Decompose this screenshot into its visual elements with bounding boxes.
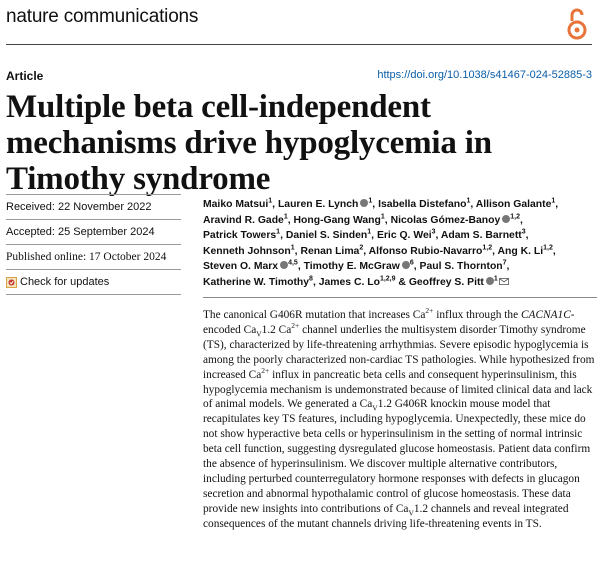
- affiliation-marker: 1,2: [543, 244, 553, 252]
- dates-divider: [6, 294, 181, 295]
- author-name[interactable]: [286, 230, 371, 241]
- orcid-icon[interactable]: [486, 277, 494, 285]
- author-separator: ,: [280, 230, 286, 242]
- article-title: Multiple beta cell-independent mechanisms drive hypoglycemia in Timothy syndrome: [6, 89, 492, 197]
- author-name[interactable]: [203, 199, 272, 210]
- affiliation-marker: 4,5: [288, 259, 298, 267]
- affiliation-marker: 7: [502, 259, 507, 267]
- affiliation-marker: 1: [276, 228, 281, 236]
- accepted-date: Accepted: 25 September 2024: [6, 219, 181, 244]
- author-name-text: Paul S. Thornton: [419, 261, 503, 273]
- affiliation-marker: 1: [493, 275, 498, 283]
- author-name-text: Eric Q. Wei: [376, 230, 432, 242]
- received-date: Received: 22 November 2022: [6, 194, 181, 219]
- author-name-text: Steven O. Marx: [203, 261, 279, 273]
- author-name-text: Patrick Towers: [203, 230, 277, 242]
- affiliation-marker: 3: [521, 228, 526, 236]
- author-separator: ,: [555, 199, 559, 210]
- affiliation-marker: 1: [380, 213, 385, 221]
- author-separator: ,: [371, 230, 377, 242]
- author-name[interactable]: [294, 215, 385, 226]
- affiliation-marker: 1,2,9: [379, 275, 396, 283]
- author-separator: ,: [272, 199, 278, 210]
- abstract: [203, 308, 597, 532]
- abstract-text: 1.2 Ca: [261, 323, 292, 336]
- author-separator: ,: [294, 245, 301, 257]
- affiliation-marker: 1: [466, 197, 471, 205]
- abstract-text: -encoded Ca: [203, 309, 575, 336]
- author-name-text: Daniel S. Sinden: [285, 230, 368, 242]
- affiliation-marker: 2: [359, 244, 364, 252]
- published-date: Published online: 17 October 2024: [6, 244, 181, 269]
- author-name-text: Nicolas Gómez-Banoy: [390, 214, 501, 226]
- author-separator: ,: [492, 245, 498, 257]
- author-separator: ,: [297, 261, 304, 273]
- orcid-icon[interactable]: [280, 261, 288, 269]
- author-name-text: Hong-Gang Wang: [293, 214, 381, 226]
- author-name-text: Alfonso Rubio-Navarro: [368, 245, 483, 257]
- author-separator: ,: [413, 261, 420, 273]
- affiliation-marker: 6: [409, 259, 414, 267]
- affiliation-marker: 1: [283, 213, 288, 221]
- abstract-text: 1.2 channels and reveal integrated consequences of the mutant channels driving life-threatening events in TS.: [203, 502, 569, 530]
- author-name-text: Lauren E. Lynch: [277, 199, 359, 210]
- author-separator: ,: [287, 214, 294, 226]
- author-name-text: James C. Lo: [318, 276, 380, 288]
- author-name[interactable]: [409, 277, 509, 288]
- orcid-icon[interactable]: [402, 261, 410, 269]
- affiliation-marker: 1: [290, 244, 295, 252]
- author-name[interactable]: [278, 199, 372, 210]
- abstract-subscript: V: [372, 403, 378, 413]
- affiliation-marker: 3: [431, 228, 436, 236]
- author-name[interactable]: [420, 261, 507, 272]
- author-name-text: Isabella Distefano: [378, 199, 467, 210]
- abstract-text: channel underlies the multisystem disorder Timothy syndrome (TS), characterized by life-threatening arrhythmias. Severe episodic hypoglycemia is among the poorly characterized non-cardiac TS pathologies. While hypothesized from increased Ca: [203, 323, 595, 381]
- affiliation-marker: 8: [309, 275, 313, 283]
- author-name[interactable]: [441, 230, 526, 241]
- author-name-text: Renan Lima: [300, 245, 360, 257]
- check-for-updates-label: Check for updates: [20, 276, 110, 288]
- check-for-updates-button[interactable]: [6, 269, 181, 294]
- abstract-text: The canonical G406R mutation that increases Ca: [203, 309, 426, 321]
- affiliation-marker: 1,2: [510, 213, 521, 221]
- abstract-subscript: V: [408, 508, 414, 518]
- affiliation-marker: 1: [367, 228, 372, 236]
- abstract-superscript: 2+: [425, 306, 434, 316]
- author-separator: ,: [312, 276, 319, 288]
- author-name[interactable]: [391, 215, 520, 226]
- email-icon[interactable]: [499, 278, 509, 285]
- author-name-text: Geoffrey S. Pitt: [408, 276, 484, 288]
- author-name-text: Adam S. Barnett: [440, 230, 522, 242]
- author-separator: ,: [372, 199, 379, 210]
- journal-name: nature communications: [6, 6, 199, 27]
- publication-dates: [6, 194, 181, 295]
- author-name-text: Katherine W. Timothy: [203, 276, 310, 288]
- author-name-text: Allison Galante: [475, 199, 552, 210]
- author-name-text: Aravind R. Gade: [203, 214, 284, 226]
- header-divider: [6, 44, 592, 45]
- author-name[interactable]: [369, 246, 492, 257]
- author-separator: ,: [525, 230, 529, 242]
- open-access-lock-icon: [566, 6, 588, 42]
- author-separator: ,: [470, 199, 476, 210]
- author-name[interactable]: [498, 246, 553, 257]
- author-name[interactable]: [203, 277, 313, 288]
- author-name[interactable]: [203, 215, 288, 226]
- abstract-section: [203, 297, 597, 532]
- abstract-text: 1.2 G406R knockin mouse model that recapitulates key TS features, including hypoglycemia. Unexpectedly, these mice do not show hyperactive beta cells or hyperinsulinism in the setting of normal intrinsic beta cell function, suggesting dysregulated glucose homeostasis. Patient data confirm the absence of hyperinsulinism. We discover multiple alternative contributors, including perturbed counterregulatory hormone responses with defects in glucagon secretion and abnormal hypothalamic control of glucose homeostasis. These data provide new insights into contributions of Ca: [203, 398, 591, 515]
- author-name[interactable]: [304, 261, 414, 272]
- abstract-subscript: V: [256, 329, 262, 339]
- author-separator: ,: [520, 214, 523, 226]
- doi-link[interactable]: https://doi.org/10.1038/s41467-024-52885-3: [377, 69, 592, 81]
- affiliation-marker: 1,2: [482, 244, 493, 252]
- author-name[interactable]: [300, 246, 363, 257]
- abstract-superscript: 2+: [261, 365, 270, 375]
- check-updates-icon: [6, 277, 17, 288]
- author-name[interactable]: [377, 230, 436, 241]
- author-separator: ,: [506, 261, 510, 273]
- author-name-text: Maiko Matsui: [203, 199, 269, 210]
- author-name[interactable]: [378, 199, 470, 210]
- author-name[interactable]: [319, 277, 396, 288]
- affiliation-marker: 1: [268, 197, 273, 205]
- article-type: Article: [6, 69, 44, 83]
- abstract-text: influx through the: [433, 309, 521, 321]
- author-name-text: Ang K. Li: [497, 245, 544, 257]
- author-name[interactable]: [203, 230, 280, 241]
- author-separator: ,: [435, 230, 441, 242]
- author-name[interactable]: [475, 197, 559, 210]
- author-name-text: Kenneth Johnson: [203, 245, 291, 257]
- author-name[interactable]: [203, 261, 298, 272]
- author-separator: ,: [384, 214, 391, 226]
- author-separator: &: [395, 276, 409, 288]
- author-separator: ,: [363, 245, 369, 257]
- author-name-text: Timothy E. McGraw: [303, 261, 400, 273]
- abstract-gene-name: CACNA1C: [520, 309, 571, 321]
- author-list: [203, 197, 598, 291]
- abstract-superscript: 2+: [291, 321, 300, 331]
- affiliation-marker: 1: [551, 197, 556, 205]
- author-separator: ,: [552, 245, 556, 257]
- abstract-text: influx in pancreatic beta cells and consequent hyperinsulinism, this hypoglycemia mechanism is undemonstrated because of limited clinical data and lack of animal models. We generated a Ca: [203, 368, 593, 411]
- author-name[interactable]: [203, 246, 295, 257]
- affiliation-marker: 1: [368, 197, 373, 205]
